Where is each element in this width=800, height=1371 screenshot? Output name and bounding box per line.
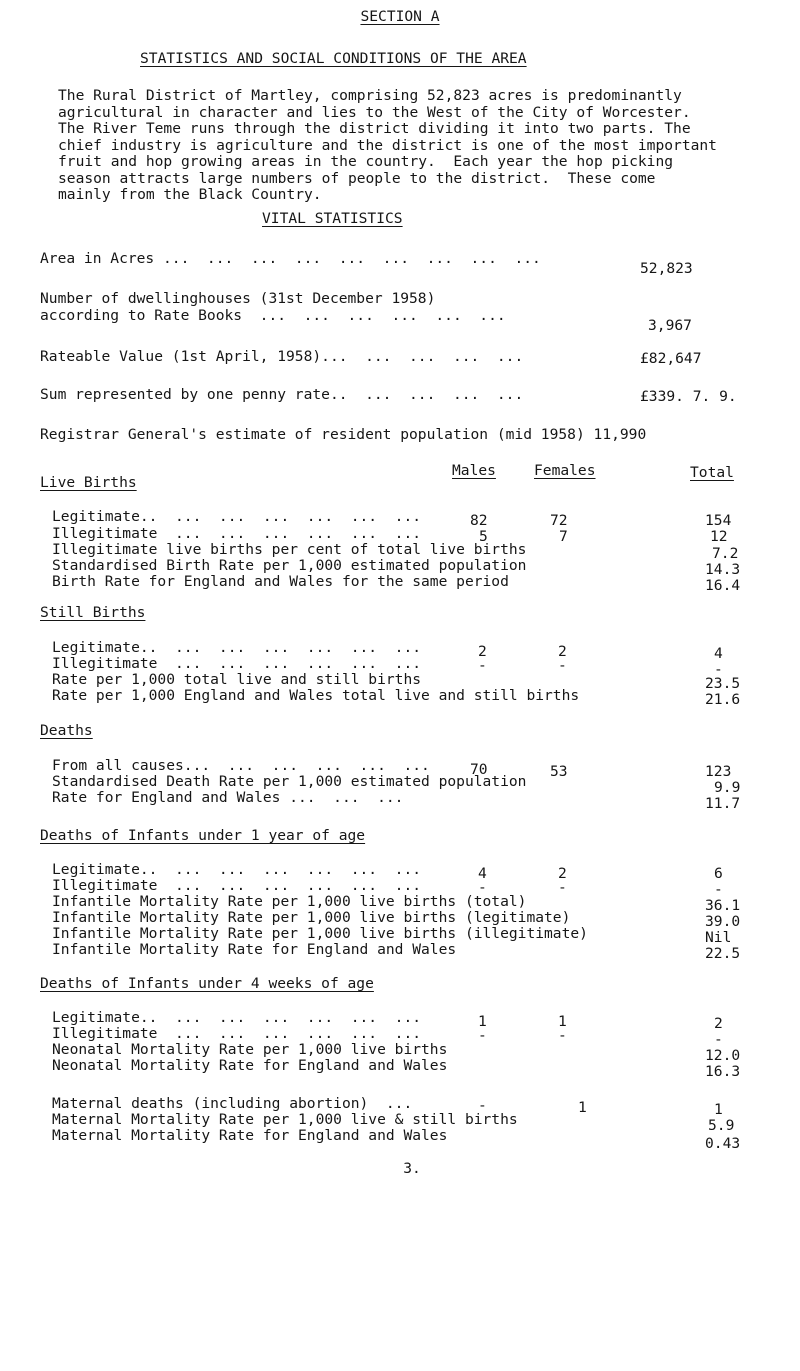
still-illeg-label: Illegitimate ... ... ... ... ... ... [52,655,422,672]
page-heading: STATISTICS AND SOCIAL CONDITIONS OF THE AREA [140,50,527,67]
imr-total-label: Infantile Mortality Rate per 1,000 live births (total) [52,893,527,910]
neonatal-legit-females: 1 [558,1013,567,1030]
deaths-all-total: 123 [705,763,732,780]
live-legit-females: 72 [550,512,568,529]
total-header: Total [690,464,734,481]
infant-legit-males: 4 [478,865,487,882]
males-header: Males [452,462,496,479]
neonatal-illeg-total: - [714,1031,723,1048]
intro-line: agricultural in character and lies to the West of the City of Worcester. [58,103,691,121]
imr-illeg-label: Infantile Mortality Rate per 1,000 live births (illegitimate) [52,925,588,942]
std-birth-rate-label: Standardised Birth Rate per 1,000 estimated population [52,557,527,574]
still-illeg-males: - [478,657,487,674]
maternal-deaths-label: Maternal deaths (including abortion) ... [52,1095,413,1112]
live-illeg-label: Illegitimate ... ... ... ... ... ... [52,525,422,542]
neonatal-legit-males: 1 [478,1013,487,1030]
still-births-title: Still Births [40,604,146,621]
mmr-value: 5.9 [708,1117,735,1134]
neonatal-illeg-males: - [478,1027,487,1044]
std-death-rate-value: 9.9 [714,779,741,796]
rateable-label: Rateable Value (1st April, 1958)... ... ... ... ... [40,348,524,365]
live-legit-label: Legitimate.. ... ... ... ... ... ... [52,508,422,525]
infant-deaths-title: Deaths of Infants under 1 year of age [40,827,366,844]
live-illeg-pct-label: Illegitimate live births per cent of total live births [52,541,527,558]
neonatal-legit-label: Legitimate.. ... ... ... ... ... ... [52,1009,422,1026]
still-eng-rate-label: Rate per 1,000 England and Wales total live and still births [52,687,580,704]
live-illeg-males: 5 [479,528,488,545]
still-legit-label: Legitimate.. ... ... ... ... ... ... [52,639,422,656]
mmr-eng-value: 0.43 [705,1135,741,1152]
intro-line: The River Teme runs through the district dividing it into two parts. The [58,120,691,137]
deaths-all-label: From all causes... ... ... ... ... ... [52,757,430,774]
deaths-all-males: 70 [470,761,488,778]
infant-legit-females: 2 [558,865,567,882]
still-rate-label: Rate per 1,000 total live and still births [52,671,422,688]
imr-eng-value: 22.5 [705,945,741,962]
imr-illeg-value: Nil [705,929,732,946]
live-legit-total: 154 [705,512,732,529]
live-legit-males: 82 [470,512,488,529]
deaths-all-females: 53 [550,763,568,780]
vital-statistics-title: VITAL STATISTICS [262,210,403,227]
eng-death-rate-value: 11.7 [705,795,741,812]
maternal-deaths-females: 1 [578,1099,587,1116]
imr-legit-label: Infantile Mortality Rate per 1,000 live births (legitimate) [52,909,571,926]
penny-rate-label: Sum represented by one penny rate.. ... ... ... ... [40,386,524,403]
infant-illeg-males: - [478,879,487,896]
maternal-deaths-males: - [478,1097,487,1114]
still-rate-value: 23.5 [705,675,741,692]
still-legit-total: 4 [714,645,723,662]
nmr-value: 12.0 [705,1047,741,1064]
eng-death-rate-label: Rate for England and Wales ... ... ... [52,789,404,806]
intro-line: The Rural District of Martley, comprising 52,823 acres is predominantly [58,87,682,104]
maternal-deaths-total: 1 [714,1101,723,1118]
area-label: Area in Acres ... ... ... ... ... ... ... ... ... [40,250,541,267]
intro-line: chief industry is agriculture and the district is one of the most important [58,136,717,154]
neonatal-title: Deaths of Infants under 4 weeks of age [40,975,374,992]
live-illeg-pct-value: 7.2 [712,545,739,562]
still-eng-rate-value: 21.6 [705,691,741,708]
neonatal-legit-total: 2 [714,1015,723,1032]
population-estimate: Registrar General's estimate of resident population (mid 1958) 11,990 [40,426,647,443]
infant-legit-label: Legitimate.. ... ... ... ... ... ... [52,861,422,878]
still-illeg-total: - [714,661,723,678]
mmr-label: Maternal Mortality Rate per 1,000 live & still births [52,1111,518,1128]
std-death-rate-label: Standardised Death Rate per 1,000 estimated population [52,773,527,790]
nmr-label: Neonatal Mortality Rate per 1,000 live births [52,1041,448,1058]
live-births-title: Live Births [40,474,137,491]
nmr-eng-label: Neonatal Mortality Rate for England and Wales [52,1057,448,1074]
imr-legit-value: 39.0 [705,913,741,930]
still-legit-males: 2 [478,643,487,660]
imr-eng-label: Infantile Mortality Rate for England and Wales [52,941,457,958]
females-header: Females [534,462,596,479]
dwellings-value: 3,967 [648,317,692,334]
deaths-title: Deaths [40,722,93,739]
dwellings-label: Number of dwellinghouses (31st December 1958) [40,290,436,307]
intro-line: mainly from the Black Country. [58,186,322,203]
nmr-eng-value: 16.3 [705,1063,741,1080]
still-legit-females: 2 [558,643,567,660]
intro-line: fruit and hop growing areas in the country. Each year the hop picking [58,153,674,170]
dwellings-label-cont: according to Rate Books ... ... ... ... ... ... [40,307,506,324]
intro-line: season attracts large numbers of people to the district. These come [58,169,656,187]
live-illeg-total: 12 [710,528,728,545]
infant-legit-total: 6 [714,865,723,882]
intro-paragraph [58,88,770,204]
std-birth-rate-value: 14.3 [705,561,741,578]
penny-rate-value: £339. 7. 9. [640,388,737,405]
live-illeg-females: 7 [559,528,568,545]
page-number: 3. [403,1160,421,1177]
neonatal-illeg-females: - [558,1027,567,1044]
infant-illeg-label: Illegitimate ... ... ... ... ... ... [52,877,422,894]
eng-birth-rate-label: Birth Rate for England and Wales for the same period [52,573,509,590]
infant-illeg-females: - [558,879,567,896]
neonatal-illeg-label: Illegitimate ... ... ... ... ... ... [52,1025,422,1042]
rateable-value: £82,647 [640,350,702,367]
area-value: 52,823 [640,260,693,277]
still-illeg-females: - [558,657,567,674]
mmr-eng-label: Maternal Mortality Rate for England and Wales [52,1127,448,1144]
eng-birth-rate-value: 16.4 [705,577,741,594]
infant-illeg-total: - [714,881,723,898]
section-title: SECTION A [360,8,440,25]
imr-total-value: 36.1 [705,897,741,914]
